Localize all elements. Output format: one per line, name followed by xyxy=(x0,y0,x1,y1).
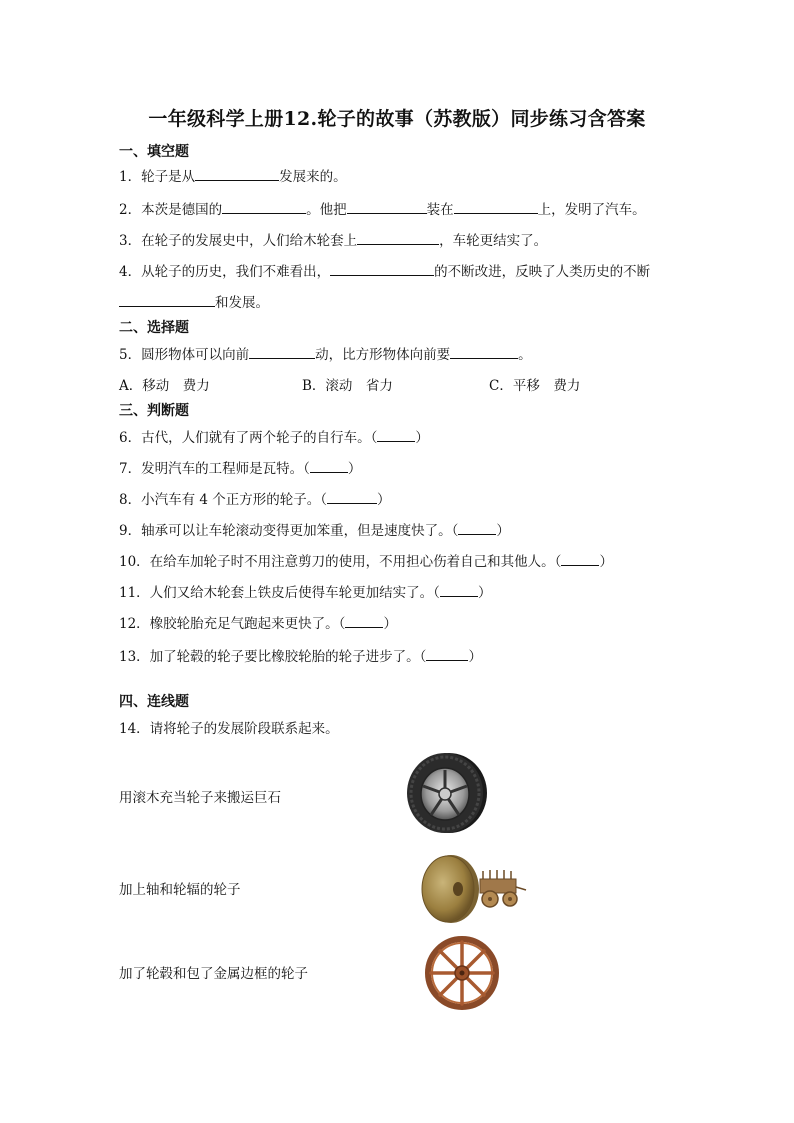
section-choice-heading: 二、选择题 xyxy=(119,320,189,336)
blank[interactable] xyxy=(347,201,427,214)
answer-blank[interactable] xyxy=(426,649,468,661)
question-9: 9．轴承可以让车轮滚动变得更加笨重，但是速度快了。（ ） xyxy=(119,523,510,539)
match-item-1[interactable]: 用滚木充当轮子来搬运巨石 xyxy=(119,790,281,806)
blank[interactable] xyxy=(450,346,518,359)
page-title: 一年级科学上册12.轮子的故事（苏教版）同步练习含答案 xyxy=(148,108,646,130)
question-13: 13．加了轮毂的轮子要比橡胶轮胎的轮子进步了。（ ） xyxy=(119,649,482,665)
question-4-cont: 和发展。 xyxy=(119,291,269,311)
blank[interactable] xyxy=(195,168,279,181)
question-6: 6．古代，人们就有了两个轮子的自行车。（ ） xyxy=(119,430,429,446)
option-c[interactable]: C．平移 费力 xyxy=(489,378,581,394)
question-3: 3．在轮子的发展史中，人们给木轮套上 ，车轮更结实了。 xyxy=(119,233,548,249)
question-2: 2．本茨是德国的 。他把 装在 上，发明了汽车。 xyxy=(119,202,646,218)
question-7: 7．发明汽车的工程师是瓦特。（ ） xyxy=(119,461,362,477)
section-judge-heading: 三、判断题 xyxy=(119,403,189,419)
blank[interactable] xyxy=(330,263,434,276)
answer-blank[interactable] xyxy=(561,554,599,566)
option-a[interactable]: A．移动 费力 xyxy=(119,378,210,394)
question-5: 5．圆形物体可以向前 动，比方形物体向前要 。 xyxy=(119,347,532,363)
question-8: 8．小汽车有 4 个正方形的轮子。（ ） xyxy=(119,492,391,508)
option-b[interactable]: B．滚动 省力 xyxy=(302,378,393,394)
wooden-spoke-wheel-image[interactable] xyxy=(424,935,500,1011)
blank[interactable] xyxy=(357,232,439,245)
answer-blank[interactable] xyxy=(440,585,478,597)
answer-blank[interactable] xyxy=(345,616,383,628)
section-fill-heading: 一、填空题 xyxy=(119,144,189,160)
blank[interactable] xyxy=(454,201,538,214)
match-item-2[interactable]: 加上轴和轮辐的轮子 xyxy=(119,882,241,898)
question-4: 4．从轮子的历史，我们不难看出， 的不断改进，反映了人类历史的不断 xyxy=(119,264,651,280)
match-item-3[interactable]: 加了轮毂和包了金属边框的轮子 xyxy=(119,966,308,982)
question-12: 12．橡胶轮胎充足气跑起来更快了。（ ） xyxy=(119,616,397,632)
question-14: 14．请将轮子的发展阶段联系起来。 xyxy=(119,721,339,737)
blank[interactable] xyxy=(222,201,306,214)
answer-blank[interactable] xyxy=(377,430,415,442)
answer-blank[interactable] xyxy=(310,461,348,473)
question-10: 10．在给车加轮子时不用注意剪刀的使用，不用担心伤着自己和其他人。（ ） xyxy=(119,554,613,570)
blank[interactable] xyxy=(249,346,315,359)
blank[interactable] xyxy=(119,294,215,307)
stone-wheel-cart-image[interactable] xyxy=(420,853,528,925)
answer-blank[interactable] xyxy=(327,492,377,504)
section-match-heading: 四、连线题 xyxy=(119,694,189,710)
rubber-tire-image[interactable] xyxy=(403,750,489,836)
question-1: 1．轮子是从 发展来的。 xyxy=(119,169,347,185)
answer-blank[interactable] xyxy=(458,523,496,535)
question-11: 11．人们又给木轮套上铁皮后使得车轮更加结实了。（ ） xyxy=(119,585,492,601)
